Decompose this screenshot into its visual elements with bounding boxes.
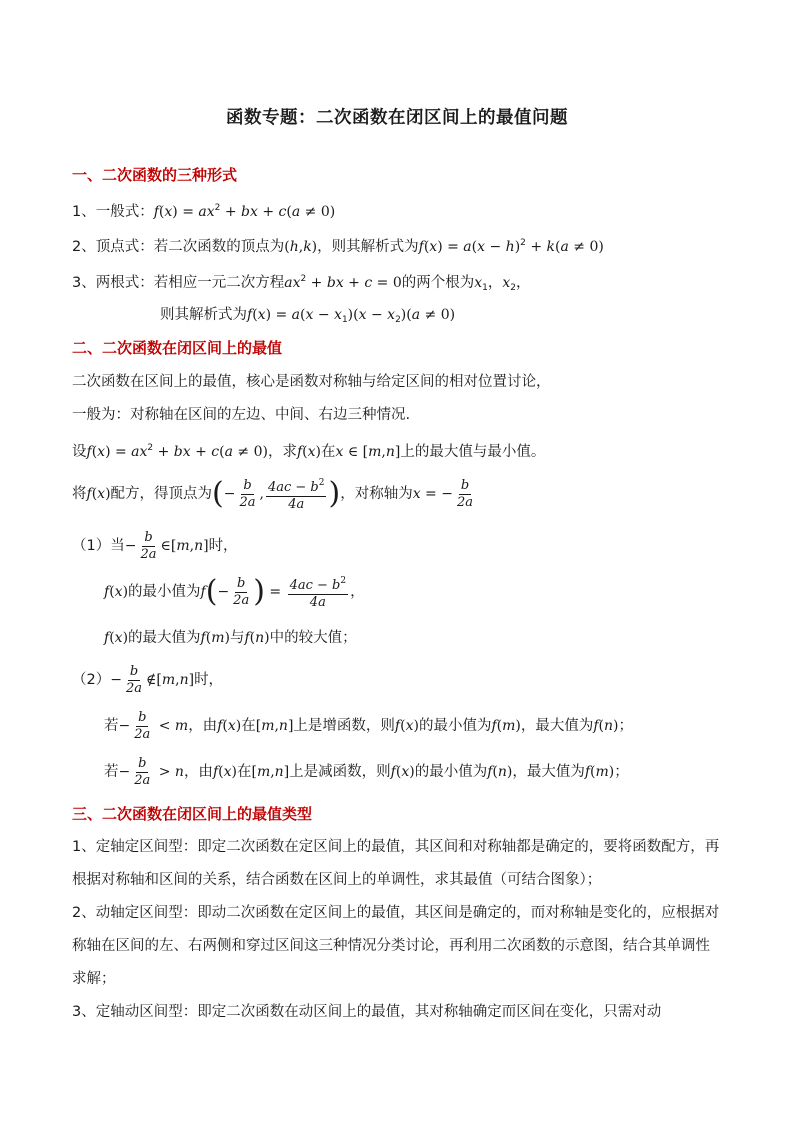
s2-case1: （1）当− $\frac{b}{2a}$ ∈[m,n]时，: [72, 529, 238, 562]
s3-para1: 1、定轴定区间型：即定二次函数在定区间上的最值，其区间和对称轴都是确定的，要将函数配方，再根据对称轴和区间的关系，结合函数在区间上的单调性，求其最值（可结合图象）；: [72, 839, 720, 888]
page-title: 函数专题：二次函数在闭区间上的最值问题: [226, 108, 568, 128]
s3-para2: 2、动轴定区间型：即动二次函数在定区间上的最值，其区间是确定的，而对称轴是变化的，应根据对称轴在区间的左、右两侧和穿过区间这三种情况分类讨论，再利用二次函数的示意图，结合其单调性求解；: [72, 905, 720, 987]
s1-item-root-form: 3、两根式：若相应一元二次方程$ax^2$ + bx + c = 0的两个根为$x_1$，$x_2$，: [72, 274, 531, 293]
section2-heading: 二、二次函数在闭区间上的最值: [72, 339, 283, 357]
section1-heading: 一、二次函数的三种形式: [72, 166, 238, 184]
s2-para3: 设$f(x) = ax^2$ + bx + c(a ≠ 0)，求f(x)在x ∈ [m,n]上的最大值与最小值。: [72, 443, 546, 460]
s2-case1-min: f(x)的最小值为f(− $\frac{b}{2a}$ ) = $\frac{4ac - b^2}{4a}$ ，: [104, 574, 365, 610]
s1-item-root-form-cont: 则其解析式为$f(x) = a(x - x_1)(x - x_2)(a \ne 0)$: [160, 307, 456, 325]
section3-heading: 三、二次函数在闭区间上的最值类型: [72, 805, 313, 823]
s2-para1: 二次函数在区间上的最值，核心是函数对称轴与给定区间的相对位置讨论，: [72, 374, 551, 390]
s2-case1-max: f(x)的最大值为f(m)与f(n)中的较大值；: [104, 630, 357, 646]
s1-item-general-form: 1、一般式：$f(x) = ax^2$ + bx + c(a ≠ 0): [72, 203, 336, 220]
s1-item-vertex-form: 2、顶点式：若二次函数的顶点为(h,k)，则其解析式为$f(x) = a(x - h)^2 + k(a \ne 0)$: [72, 238, 604, 255]
s3-para3: 3、定轴动区间型：即定二次函数在动区间上的最值，其对称轴确定而区间在变化，只需对动: [72, 1004, 662, 1020]
s2-case2-line2: 若− $\frac{b}{2a}$ > n，由f(x)在[m,n]上是减函数，则f(x)的最小值为f(n)，最大值为f(m)；: [104, 755, 629, 788]
s2-case2-line1: 若− $\frac{b}{2a}$ < m，由f(x)在[m,n]上是增函数，则f(x)的最小值为f(m)，最大值为f(n)；: [104, 709, 634, 742]
s2-para4: 将f(x)配方，得顶点为(− $\frac{b}{2a}$ , $\frac{4ac - b^2}{4a}$ )，对称轴为x = − $\frac{b}{2a}$: [72, 476, 474, 512]
s2-para2: 一般为：对称轴在区间的左边、中间、右边三种情况.: [72, 407, 411, 423]
s2-case2: （2）− $\frac{b}{2a}$ ∉[m,n]时，: [72, 663, 224, 696]
